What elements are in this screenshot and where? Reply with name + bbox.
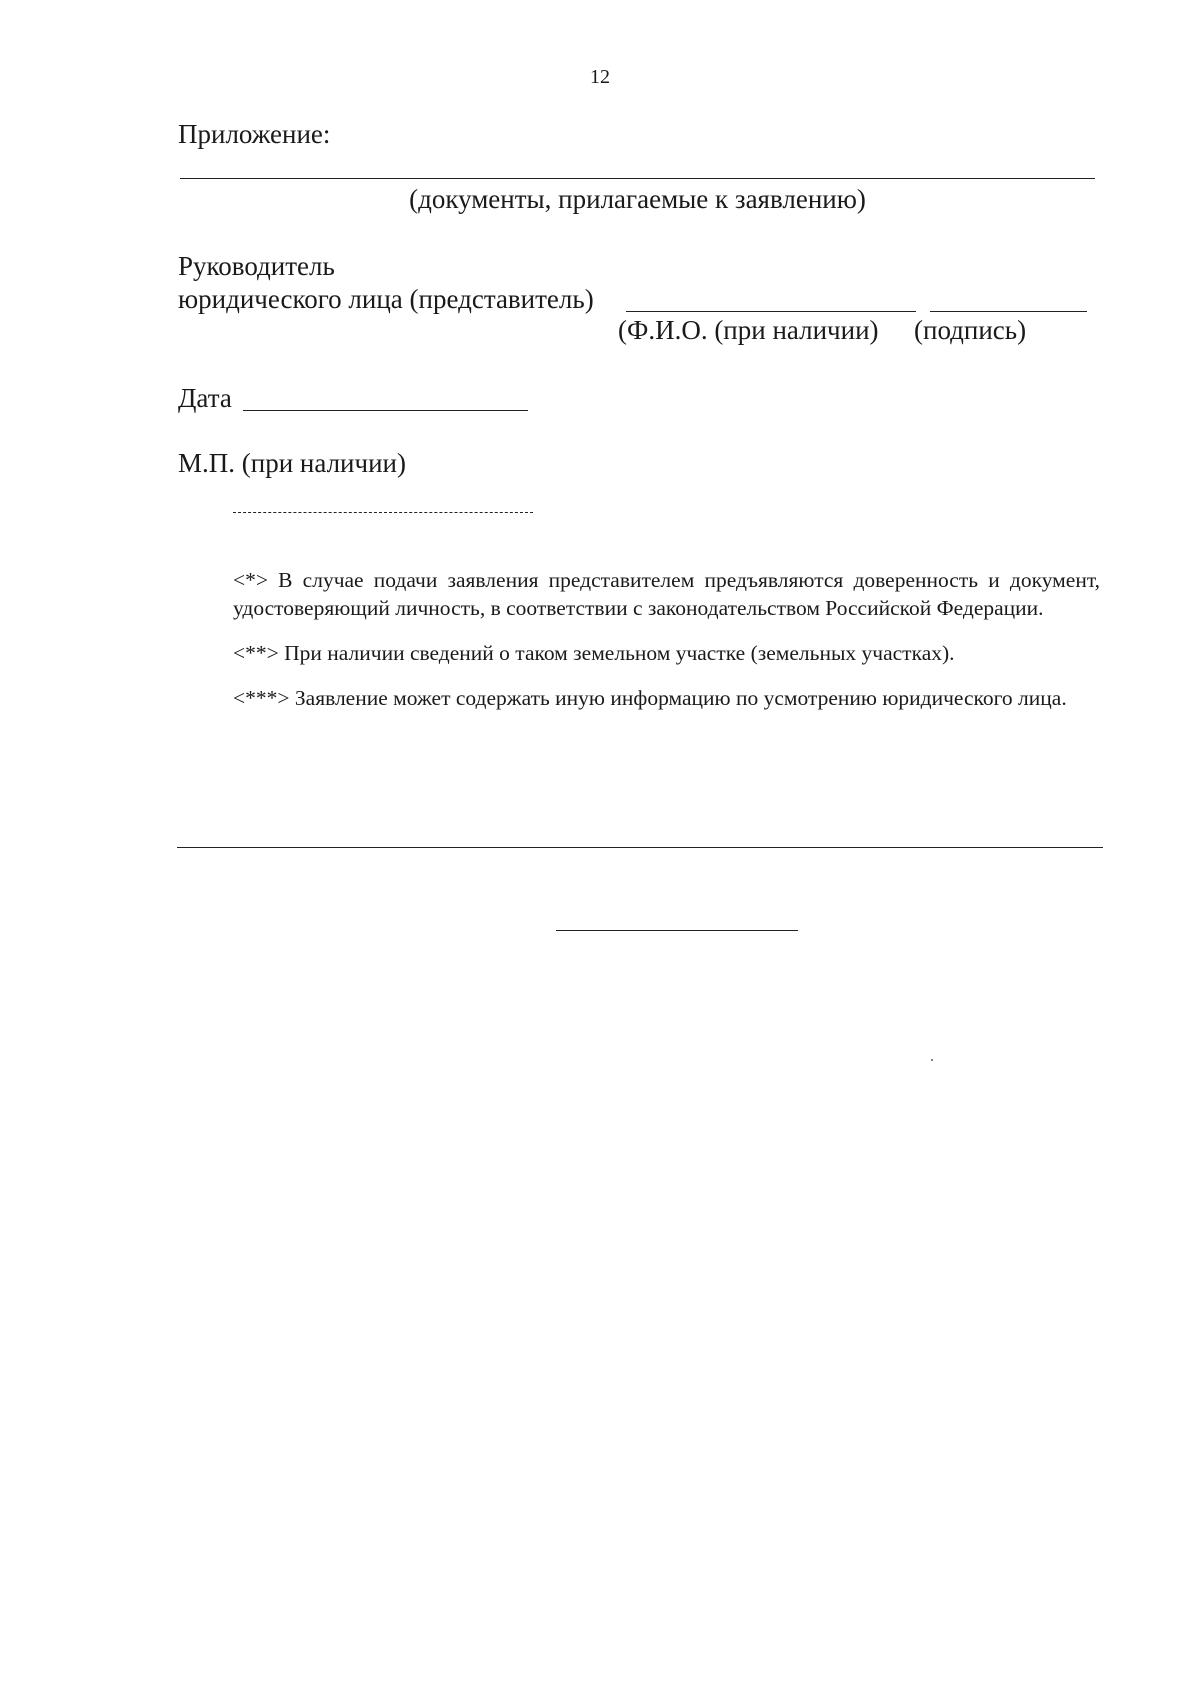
footnote-2: <**> При наличии сведений о таком земельном участке (земельных участках). <box>233 641 955 665</box>
date-label: Дата <box>178 383 232 413</box>
attachment-caption: (документы, прилагаемые к заявлению) <box>409 184 866 214</box>
footnotes <box>233 566 1100 729</box>
name-caption: (Ф.И.О. (при наличии) <box>618 315 879 345</box>
signatory-subtitle: юридического лица (представитель) <box>178 284 594 314</box>
signatory-title: Руководитель <box>178 251 335 281</box>
stamp-label: М.П. (при наличии) <box>178 448 406 478</box>
bottom-rule <box>177 847 1103 848</box>
signature-caption: (подпись) <box>914 315 1027 345</box>
footnote-1: <*> В случае подачи заявления представителем предъявляются доверенность и документ, удостоверяющий личность, в соответствии с законодательством Российской Федерации. <box>233 568 1100 620</box>
end-rule <box>556 930 798 931</box>
footnote-separator <box>233 512 533 513</box>
attachment-line <box>180 178 1095 179</box>
signature-line <box>930 311 1087 312</box>
scan-speck <box>931 1059 933 1061</box>
attachment-label: Приложение: <box>178 119 331 149</box>
footnote-3: <***> Заявление может содержать иную информацию по усмотрению юридического лица. <box>233 686 1067 710</box>
date-line <box>243 410 528 411</box>
name-line <box>626 311 916 312</box>
page-number: 12 <box>590 66 610 88</box>
